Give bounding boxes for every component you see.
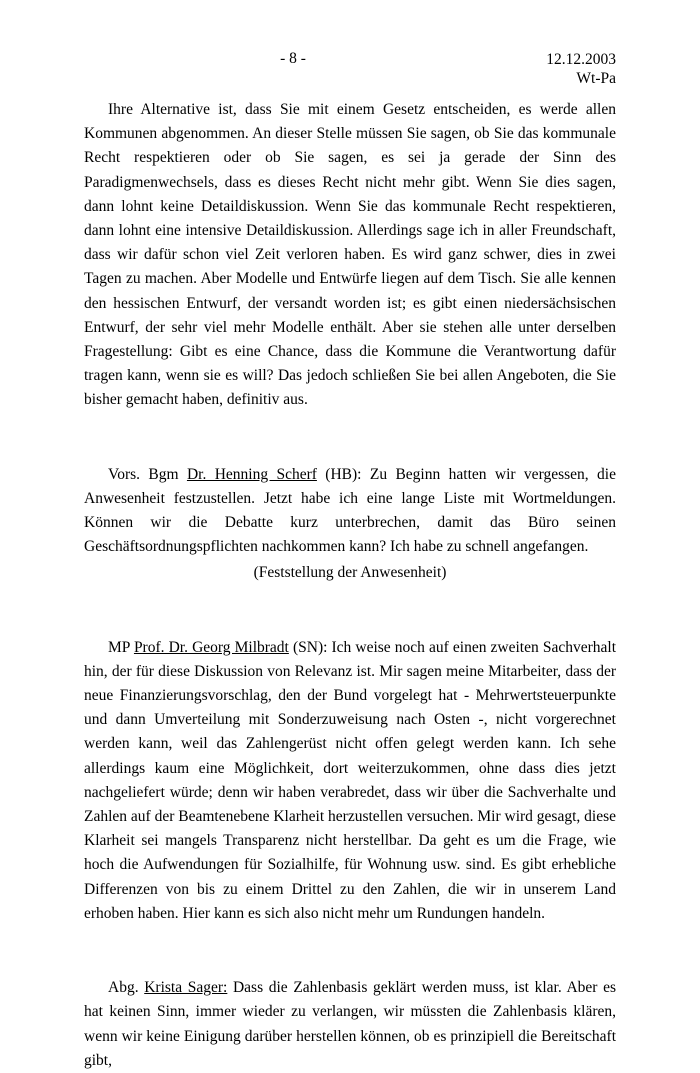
paragraph-3-text: (SN): Ich weise noch auf einen zweiten Sachverhalt hin, der für diese Diskussion von Relevanz ist. Mir sagen meine Mitarbeiter, dass der neue Finanzierungsvorschlag, den der Bund vorgelegt hat - Mehrwertsteuerpunkte und dann Umverteilung mit Sonderzuweisung nach Osten -, nicht vorgerechnet werden kann, weil das Zahlengerüst nicht offen gelegt werden kann. Ich sehe allerdings kaum eine Möglichkeit, dort weiterzukommen, ohne dass dies jetzt nachgeliefert würde; denn wir haben verabredet, dass wir über die Sachverhalte und Zahlen auf der Beamtenebene Klarheit herzustellen versuchen. Mir wird gesagt, diese Klarheit sei mangels Transparenz nicht herstellbar. Da geht es um die Frage, wie hoch die Aufwendungen für Sozialhilfe, für Wohnung usw. sind. Es gibt erhebliche Differenzen von bis zu einem Drittel zu den Zahlen, die wir in unserem Land erhoben haben. Hier kann es sich also nicht mehr um Rundungen handeln. <box>84 638 617 922</box>
page-number: - 8 - <box>280 50 306 67</box>
speaker-title: Abg. <box>108 979 145 997</box>
paragraph-1: Ihre Alternative ist, dass Sie mit einem Gesetz entscheiden, es werde allen Kommunen abgenommen. An dieser Stelle müssen Sie sagen, ob Sie das kommunale Recht respektieren oder ob Sie sagen, es sei ja gerade der Sinn des Paradigmenwechsels, dass es dieses Recht nicht mehr gibt. Wenn Sie dies sagen, dann lohnt keine Detaildiskussion. Wenn Sie das kommunale Recht respektieren, dann lohnt eine intensive Detaildiskussion. Allerdings sage ich in aller Freundschaft, dass wir dafür schon viel Zeit verloren haben. Es wird ganz schwer, dies in zwei Tagen zu machen. Aber Modelle und Entwürfe liegen auf dem Tisch. Sie alle kennen den hessischen Entwurf, der versandt worden ist; es gibt einen niedersächsischen Entwurf, der sehr viel mehr Modelle enthält. Aber sie stehen alle unter derselben Fragestellung: Gibt es eine Chance, dass die Kommune die Verantwortung dafür tragen kann, wenn sie es will? Das jedoch schließen Sie bei allen Angeboten, die Sie bisher gemacht haben, definitiv aus. <box>84 101 616 409</box>
header-date: 12.12.2003 <box>546 51 616 68</box>
header-meta <box>546 50 616 88</box>
paragraph-4-text: Dass die Zahlenbasis geklärt werden muss, ist klar. Aber es hat keinen Sinn, immer wieder zu verlangen, wir müssten die Zahlenbasis klären, wenn wir keine Einigung darüber herstellen können, ob es prinzipiell die Bereitschaft gibt, <box>84 979 617 1069</box>
speaker-name-sager: Krista Sager: <box>144 979 228 997</box>
speaker-name-milbradt: Prof. Dr. Georg Milbradt <box>133 638 289 656</box>
speaker-title: MP <box>108 638 134 656</box>
paragraph-4 <box>84 976 616 1073</box>
speaker-title: Vors. Bgm <box>108 465 187 483</box>
procedural-note: (Feststellung der Anwesenheit) <box>253 564 447 582</box>
paragraph-3 <box>84 636 616 926</box>
paragraph-2 <box>84 463 616 560</box>
speaker-name-scherf: Dr. Henning Scherf <box>186 465 317 483</box>
header-code: Wt-Pa <box>576 70 616 87</box>
paragraph-2-text: (HB): Zu Beginn hatten wir vergessen, die Anwesenheit festzustellen. Jetzt habe ich eine lange Liste mit Wortmeldungen. Können wir die Debatte kurz unterbrechen, damit das Büro seinen Geschäftsordnungspflichten nachkommen kann? Ich habe zu schnell angefangen. <box>84 465 616 556</box>
document-body <box>84 98 616 1073</box>
